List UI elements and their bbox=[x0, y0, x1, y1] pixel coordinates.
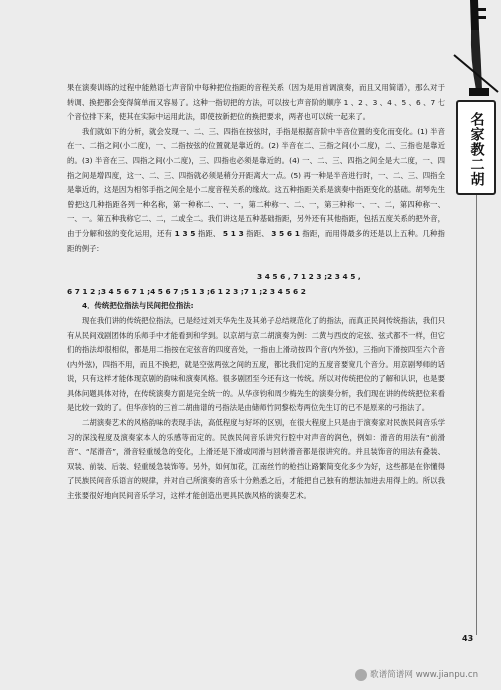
fingering-label-1: 指距、 bbox=[197, 228, 221, 238]
erhu-icon bbox=[450, 0, 501, 100]
section-heading-4: 4．传统把位指法与民间把位指法: bbox=[82, 301, 194, 311]
notation-example-row-2: 6 7 1 2 ;3 4 5 6 7 1 ;4 5 6 7 ;5 1 3 ;6 1 2 3 ;7 1 ;2 3 4 5 6 2 bbox=[67, 286, 306, 296]
sidebar-divider bbox=[476, 195, 477, 635]
watermark-logo-icon bbox=[355, 669, 367, 681]
fingering-label-3: 指距，而用得最多的还是以上五种。几种指距的例子: bbox=[67, 228, 445, 253]
watermark-text: 歌谱简谱网 www.jianpu.cn bbox=[370, 670, 479, 680]
watermark bbox=[355, 668, 478, 681]
fingering-example-2: 5 1 3 bbox=[222, 228, 244, 238]
paragraph-2 bbox=[67, 125, 445, 256]
paragraph-4: 二胡演奏艺术的风格韵味的表现手法，高低程度与好坏的区别，在很大程度上只是由于演奏家对民族民间音乐学习的深浅程度及演奏家本人的乐感等而定的。民族民间音乐讲究行腔中对声音的润色，例如：滑音的用法有“前滑音”、“尾滑音”，滑音轻重缓急的变化，上滑还是下滑或同滑与回转滑音都是很讲究的。并且装饰音的用法有叠装、双装、前装、后装、轻重缓急装饰等。另外，如何加花，江南丝竹的枪挡让路繁简变化多少为好，这些都是在你懂得了民族民间音乐语言的规律，并对自己所演奏的音乐十分熟悉之后，才能把自己独有的想法加进去用得上的。所以我主张要很好地向民间音乐学习，这样才能创造出更具民族风格的演奏艺术。 bbox=[67, 418, 445, 501]
fingering-example-3: 3 5 6 1 bbox=[271, 228, 300, 238]
book-title-box bbox=[456, 100, 496, 195]
paragraph-3: 现在我们讲的传统把位指法，已是经过刘天华先生及其弟子总结规范化了的指法，而真正民间传统指法，我们只有从民间戏剧团体的乐师手中才能看到和学到。以京胡与京二胡演奏为例：二黄与西皮的定弦、弦式都不一样，但它们的指法却很相似，都是用二指按在定弦音的四度音处，一指由上滑动按四个音(内外弦)，三指向下滑按四至六个音(内外弦)，四指不用，而且不换把，就是空弦两弦之间的五度，都比我们定的五度音要宽几个音分。用京剧琴师的话说，只有这样才能体现京剧的韵味和演奏风格。很多剧团至今还有这一传统。所以对传统把位的了解和认识，也是要具体问题具体对待，在传统演奏方面是完全统一的。从华彦钧和周少梅先生的演奏分析，我们现在讲的传统把位来看是比较一致的了。但华彦钧的三首二胡曲谱的弓指法是由储师竹同黎松寿两位先生订的已不是原来的弓指法了。 bbox=[67, 315, 445, 413]
fingering-example-1: 1 3 5 bbox=[174, 228, 196, 238]
notation-example-row-1: 3 4 5 6 , 7 1 2 3 ;2 3 4 5 , bbox=[257, 272, 361, 282]
text-body bbox=[67, 81, 445, 504]
paragraph-1: 果在演奏训练的过程中能熟语七声音阶中每种把位指距的音程关系（因为是用首调演奏，而且又用简谱），那么对于转调、换把都会变得简单而又容易了。这种一指切把的方法，可以按七声音阶的顺序 1 、2 、3 、4 、5 、6 、7 七个音位排下来，使其在实际中运用此法，即使按新把位的换把要求，两者也可以统一起来了。 bbox=[67, 83, 445, 122]
book-title: 名家教二胡 bbox=[468, 112, 485, 187]
fingering-label-2: 指距、 bbox=[246, 228, 269, 238]
page-number: 43 bbox=[462, 634, 474, 643]
paragraph-2-text: 我们就如下的分析，就会发现一、二、三、四指在按弦时，手指是根据音阶中半音位置的变化而变化。(1) 半音在一、二指之间(小二度)，一、二指按弦的位置就是靠近的。(2) 半音在二、三指之间(小二度)，二、三指也是靠近的。(3) 半音在三、四指之间(小二度)，三、四指也必须是靠近的。(4) 一、二、三、四指之间全是大二度，一、四指之间是增四度，这一、二、三、四指就必须是稍分开距离大一点。(5) 再一种是半音进行时，一、二、三、四指全是靠近的，这是因为相邻手指之间全是小二度音程关系的缘故。这五种指距关系是演奏中指距变化的基础。胡琴先生曾把这几种指距各列一种名称，第一种称二、一、一，第二种称一、二、一，第三种称一、一、二，第四种称一、一、一。第五种我称它二、二，二或全二。我们讲这是五种基础指距，另外还有其他指距，包括五度关系的把外音，由于分解和弦的变化运用，还有 bbox=[67, 126, 445, 238]
